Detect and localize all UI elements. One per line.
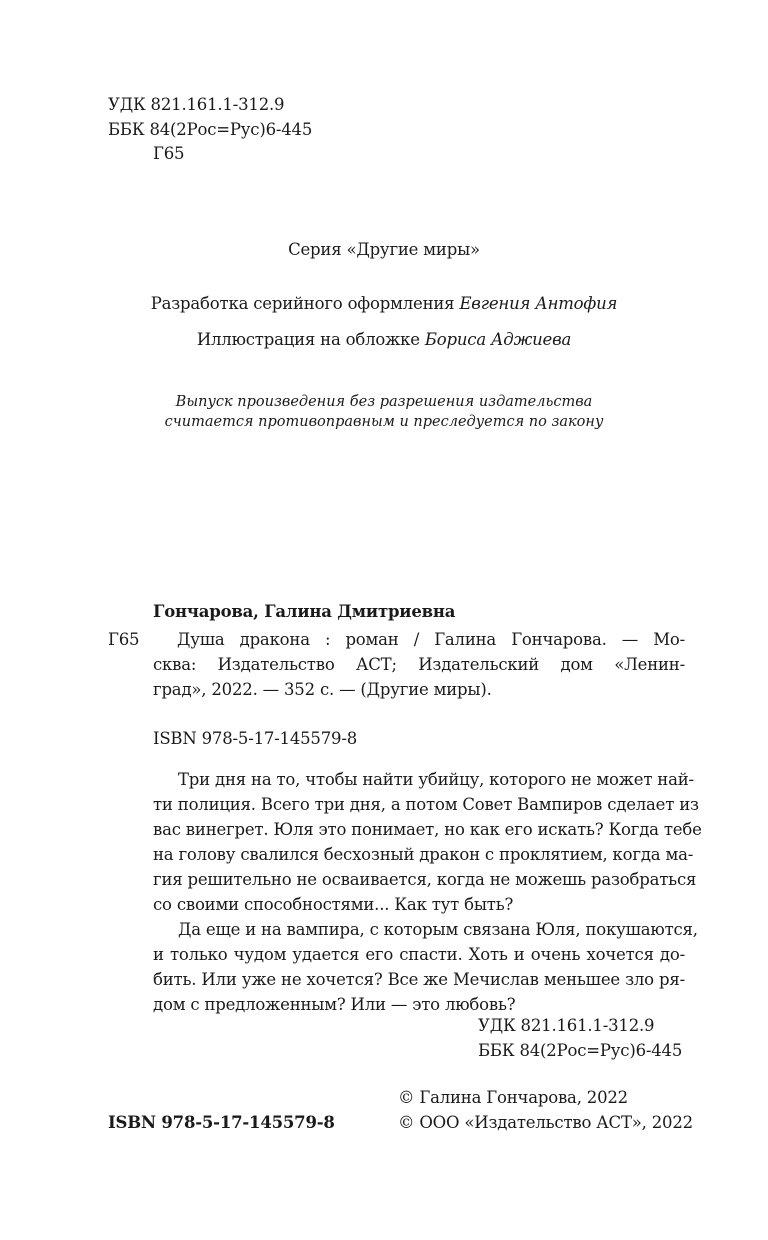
copyright-warning-line-1: Выпуск произведения без разрешения издательства: [175, 394, 593, 410]
bbk-code: ББК 84(2Рос=Рус)6-445: [108, 120, 313, 139]
annotation-p1-line-4: на голову свалился бесхозный дракон с проклятием, когда ма-: [153, 845, 694, 864]
series-line: Серия «Другие миры»: [288, 240, 480, 259]
footer-bbk-code: ББК 84(2Рос=Рус)6-445: [478, 1041, 683, 1060]
annotation-p1-line-6: со своими способностями... Как тут быть?: [153, 895, 514, 914]
annotation-p2-line-3: бить. Или уже не хочется? Все же Мечислав меньшее зло ря-: [153, 970, 685, 989]
catalog-entry-line-2: сква: Издательство АСТ; Издательский дом «Ленин-: [153, 655, 685, 674]
annotation-p1-line-1: Три дня на то, чтобы найти убийцу, которого не может най-: [178, 770, 694, 789]
author-mark: Г65: [153, 144, 185, 163]
catalog-author-heading: Гончарова, Галина Дмитриевна: [153, 602, 456, 621]
annotation-p1-line-5: гия решительно не осваивается, когда не можешь разобраться: [153, 870, 697, 889]
annotation-p1-line-2: ти полиция. Всего три дня, а потом Совет Вампиров сделает из: [153, 795, 699, 814]
annotation-p2-line-1: Да еще и на вампира, с которым связана Юля, покушаются,: [178, 920, 698, 939]
annotation-p1-line-3: вас винегрет. Юля это понимает, но как его искать? Когда тебе: [153, 820, 702, 839]
copyright-publisher: © ООО «Издательство АСТ», 2022: [398, 1113, 693, 1132]
illustration-label: Иллюстрация на обложке: [196, 330, 420, 349]
catalog-entry-line-1: Душа дракона : роман / Галина Гончарова. — Мо-: [177, 630, 685, 649]
design-name: Евгения Антофия: [459, 294, 618, 313]
footer-udk-code: УДК 821.161.1-312.9: [478, 1016, 655, 1035]
catalog-author-mark: Г65: [108, 630, 140, 649]
copyright-author: © Галина Гончарова, 2022: [398, 1088, 628, 1107]
footer-isbn: ISBN 978-5-17-145579-8: [108, 1113, 335, 1132]
copyright-warning-line-2: считается противоправным и преследуется по закону: [164, 414, 604, 430]
annotation-p2-line-4: дом с предложенным? Или — это любовь?: [153, 995, 516, 1014]
design-label: Разработка серийного оформления: [150, 294, 455, 313]
udk-code: УДК 821.161.1-312.9: [108, 95, 285, 114]
illustration-name: Бориса Аджиева: [424, 330, 572, 349]
design-credit: [0, 294, 768, 313]
annotation-p2-line-2: и только чудом удается его спасти. Хоть и очень хочется до-: [153, 945, 685, 964]
catalog-entry-line-3: град», 2022. — 352 с. — (Другие миры).: [153, 680, 492, 699]
illustration-credit: [0, 330, 768, 349]
catalog-isbn: ISBN 978-5-17-145579-8: [153, 729, 358, 748]
